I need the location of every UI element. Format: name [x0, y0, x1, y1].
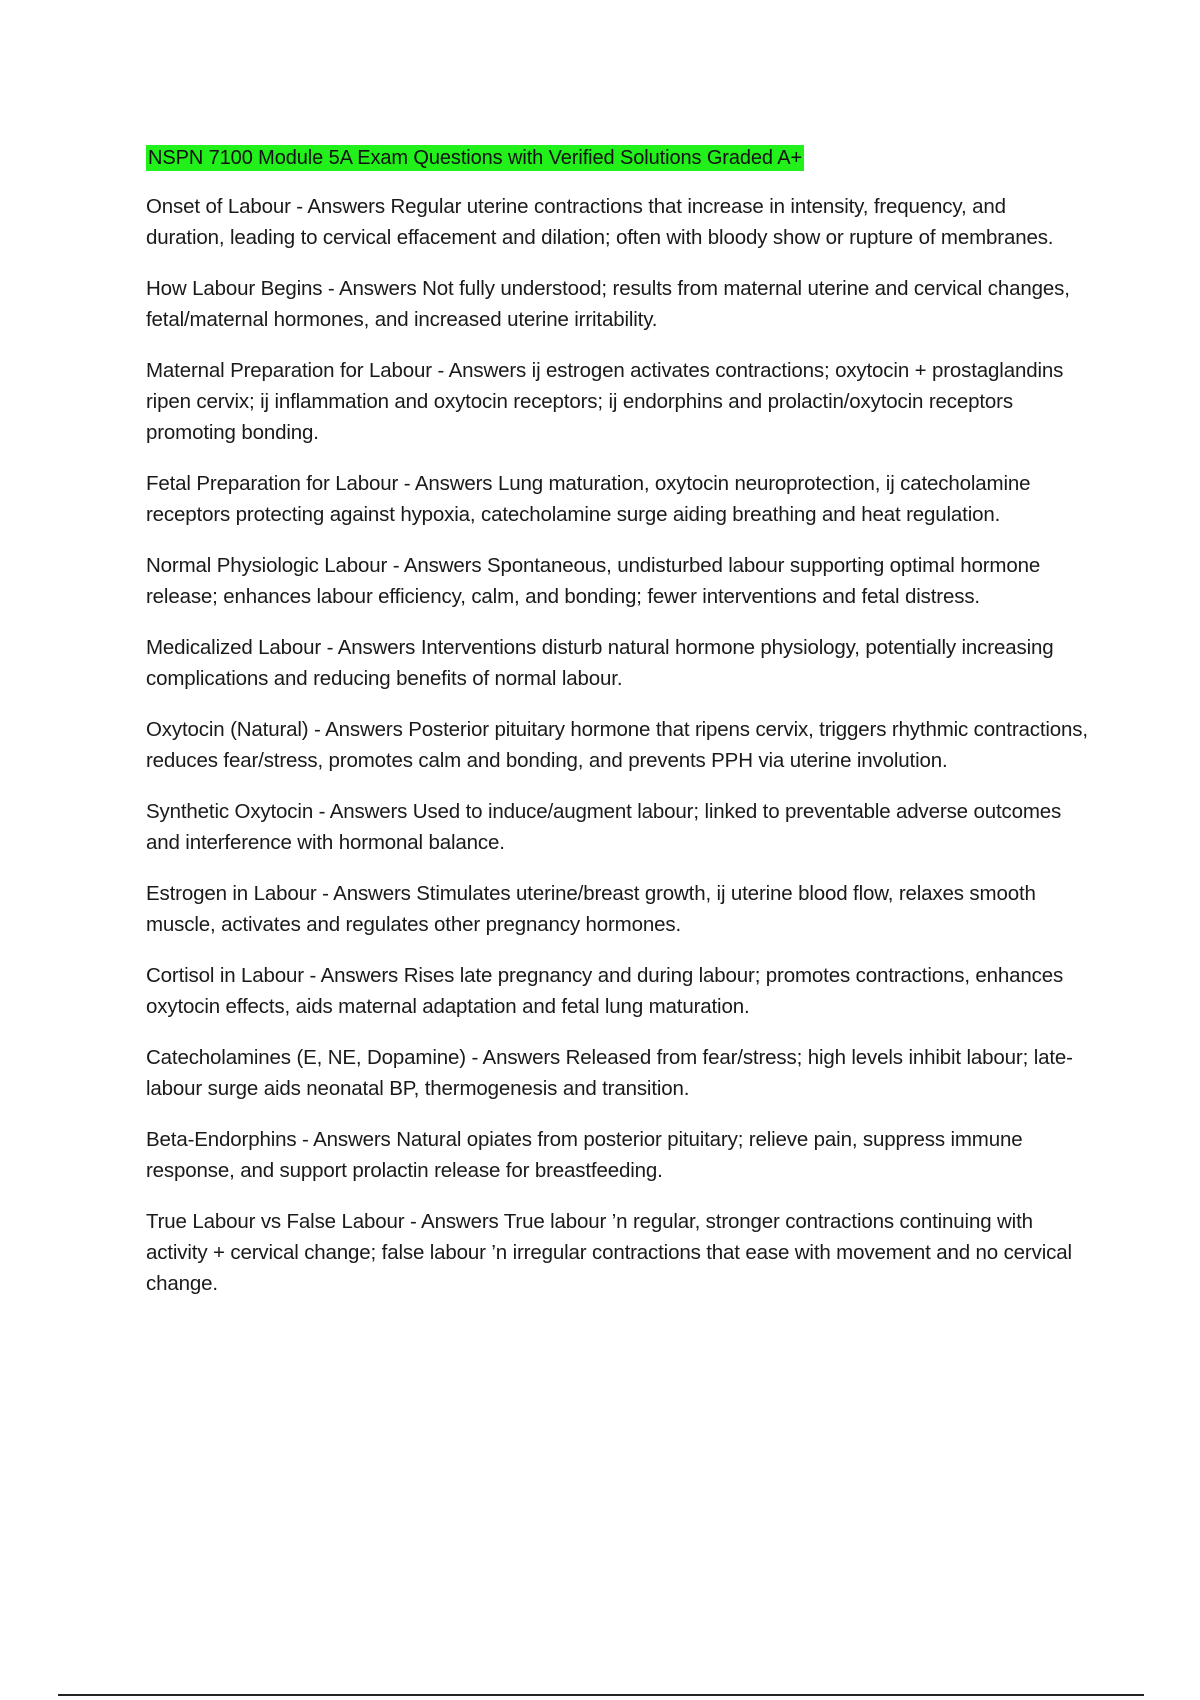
qa-item: True Labour vs False Labour - Answers True labour ’n regular, stronger contractions continuing with activity + cervical change; false labour ’n irregular contractions that ease with movement and no cervical change.	[146, 1210, 1072, 1295]
qa-item: Oxytocin (Natural) - Answers Posterior pituitary hormone that ripens cervix, triggers rhythmic contractions, reduces fear/stress, promotes calm and bonding, and prevents PPH via uterine involution.	[146, 718, 1088, 772]
qa-item: Onset of Labour - Answers Regular uterine contractions that increase in intensity, frequency, and duration, leading to cervical effacement and dilation; often with bloody show or rupture of membranes.	[146, 195, 1054, 249]
document-content	[146, 145, 1088, 1319]
qa-item: Normal Physiologic Labour - Answers Spontaneous, undisturbed labour supporting optimal hormone release; enhances labour efficiency, calm, and bonding; fewer interventions and fetal distress.	[146, 554, 1041, 608]
qa-item: Estrogen in Labour - Answers Stimulates uterine/breast growth, ij uterine blood flow, relaxes smooth muscle, activates and regulates other pregnancy hormones.	[146, 882, 1036, 936]
qa-item: How Labour Begins - Answers Not fully understood; results from maternal uterine and cervical changes, fetal/maternal hormones, and increased uterine irritability.	[146, 277, 1070, 331]
qa-item: Medicalized Labour - Answers Interventions disturb natural hormone physiology, potentially increasing complications and reducing benefits of normal labour.	[146, 636, 1054, 690]
qa-item: Synthetic Oxytocin - Answers Used to induce/augment labour; linked to preventable adverse outcomes and interference with hormonal balance.	[146, 800, 1062, 854]
qa-item: Beta-Endorphins - Answers Natural opiates from posterior pituitary; relieve pain, suppress immune response, and support prolactin release for breastfeeding.	[146, 1128, 1023, 1182]
qa-item: Cortisol in Labour - Answers Rises late pregnancy and during labour; promotes contractions, enhances oxytocin effects, aids maternal adaptation and fetal lung maturation.	[146, 964, 1064, 1018]
page-bottom-rule	[58, 1694, 1144, 1696]
qa-list	[146, 191, 1088, 1299]
qa-item: Fetal Preparation for Labour - Answers Lung maturation, oxytocin neuroprotection, ij catecholamine receptors protecting against hypoxia, catecholamine surge aiding breathing and heat regulation.	[146, 472, 1031, 526]
document-title: NSPN 7100 Module 5A Exam Questions with Verified Solutions Graded A+	[148, 147, 803, 169]
qa-item: Maternal Preparation for Labour - Answers ij estrogen activates contractions; oxytocin + prostaglandins ripen cervix; ij inflammation and oxytocin receptors; ij endorphins and prolactin/oxytocin receptors promoting bonding.	[146, 359, 1064, 444]
qa-item: Catecholamines (E, NE, Dopamine) - Answers Released from fear/stress; high levels inhibit labour; late-labour surge aids neonatal BP, thermogenesis and transition.	[146, 1046, 1073, 1100]
